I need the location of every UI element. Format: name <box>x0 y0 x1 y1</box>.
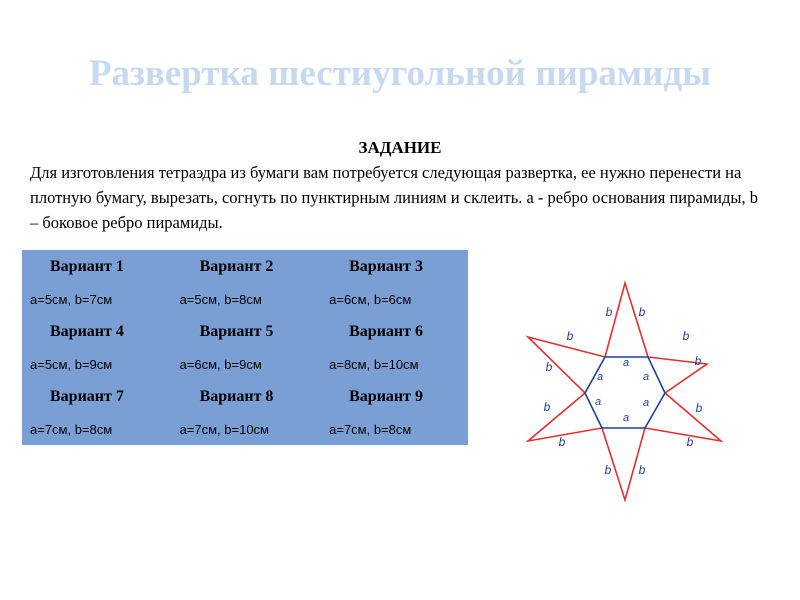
variants-row-values <box>22 285 468 315</box>
variant-2-name: Вариант 2 <box>199 258 274 276</box>
side-edge-label: b <box>545 360 553 374</box>
variant-8-value: a=7см, b=10см <box>179 422 269 438</box>
side-edge-label: b <box>686 435 694 449</box>
lateral-face <box>642 393 721 441</box>
base-edge-label: a <box>622 412 630 424</box>
side-edge-label: b <box>558 435 566 449</box>
variants-row-names <box>22 250 468 285</box>
variant-7-name: Вариант 7 <box>50 388 124 406</box>
variant-9-name: Вариант 9 <box>349 388 423 406</box>
task-description: Для изготовления тетраэдра из бумаги вам потребуется следующая развертка, ее нужно перенести на плотную бумагу, вырезать, согнуть по пунктирным линиям и склеить. а - ребро основания пирамиды, b – боковое ребро пирамиды. <box>30 163 758 232</box>
variant-5-name: Вариант 5 <box>199 323 274 341</box>
variant-7-value: a=7см, b=8см <box>30 422 113 438</box>
variant-3-value: a=6см, b=6см <box>329 292 412 308</box>
base-edge-label: a <box>642 397 650 409</box>
base-edge-label: a <box>642 371 650 383</box>
variant-2-value: a=5см, b=8см <box>179 292 262 308</box>
side-edge-label: b <box>543 400 551 414</box>
variant-8-name: Вариант 8 <box>199 388 274 406</box>
base-edge-label: a <box>622 357 630 369</box>
variant-3-name: Вариант 3 <box>349 258 423 276</box>
lateral-face <box>528 337 605 393</box>
variant-9-value: a=7см, b=8см <box>329 422 412 438</box>
pyramid-net-diagram <box>520 270 730 510</box>
variants-table <box>22 250 468 445</box>
variant-4-value: a=5см, b=9см <box>30 357 113 373</box>
task-heading: ЗАДАНИЕ <box>358 138 442 157</box>
variant-5-value: a=6см, b=9см <box>179 357 262 373</box>
side-edge-label: b <box>566 329 574 343</box>
side-edge-label: b <box>604 463 612 477</box>
variant-6-value: a=8см, b=10см <box>329 357 419 373</box>
lateral-face <box>528 393 602 441</box>
base-edge-label: a <box>594 396 602 408</box>
variants-row-values <box>22 350 468 380</box>
variants-row-names <box>22 380 468 415</box>
variant-1-name: Вариант 1 <box>50 258 124 276</box>
side-edge-label: b <box>605 305 613 319</box>
side-edge-label: b <box>638 305 646 319</box>
variant-4-name: Вариант 4 <box>50 323 124 341</box>
side-edge-label: b <box>682 329 690 343</box>
variant-6-name: Вариант 6 <box>349 323 423 341</box>
side-edge-label: b <box>694 354 702 368</box>
variant-1-value: a=5см, b=7см <box>30 292 113 308</box>
side-edge-label: b <box>638 463 646 477</box>
variants-row-values <box>22 415 468 445</box>
lateral-face <box>605 283 648 357</box>
base-edge-label: a <box>596 371 604 383</box>
variants-row-names <box>22 315 468 350</box>
side-edge-label: b <box>695 401 703 415</box>
slide-title: Развертка шестиугольной пирамиды <box>88 53 712 94</box>
